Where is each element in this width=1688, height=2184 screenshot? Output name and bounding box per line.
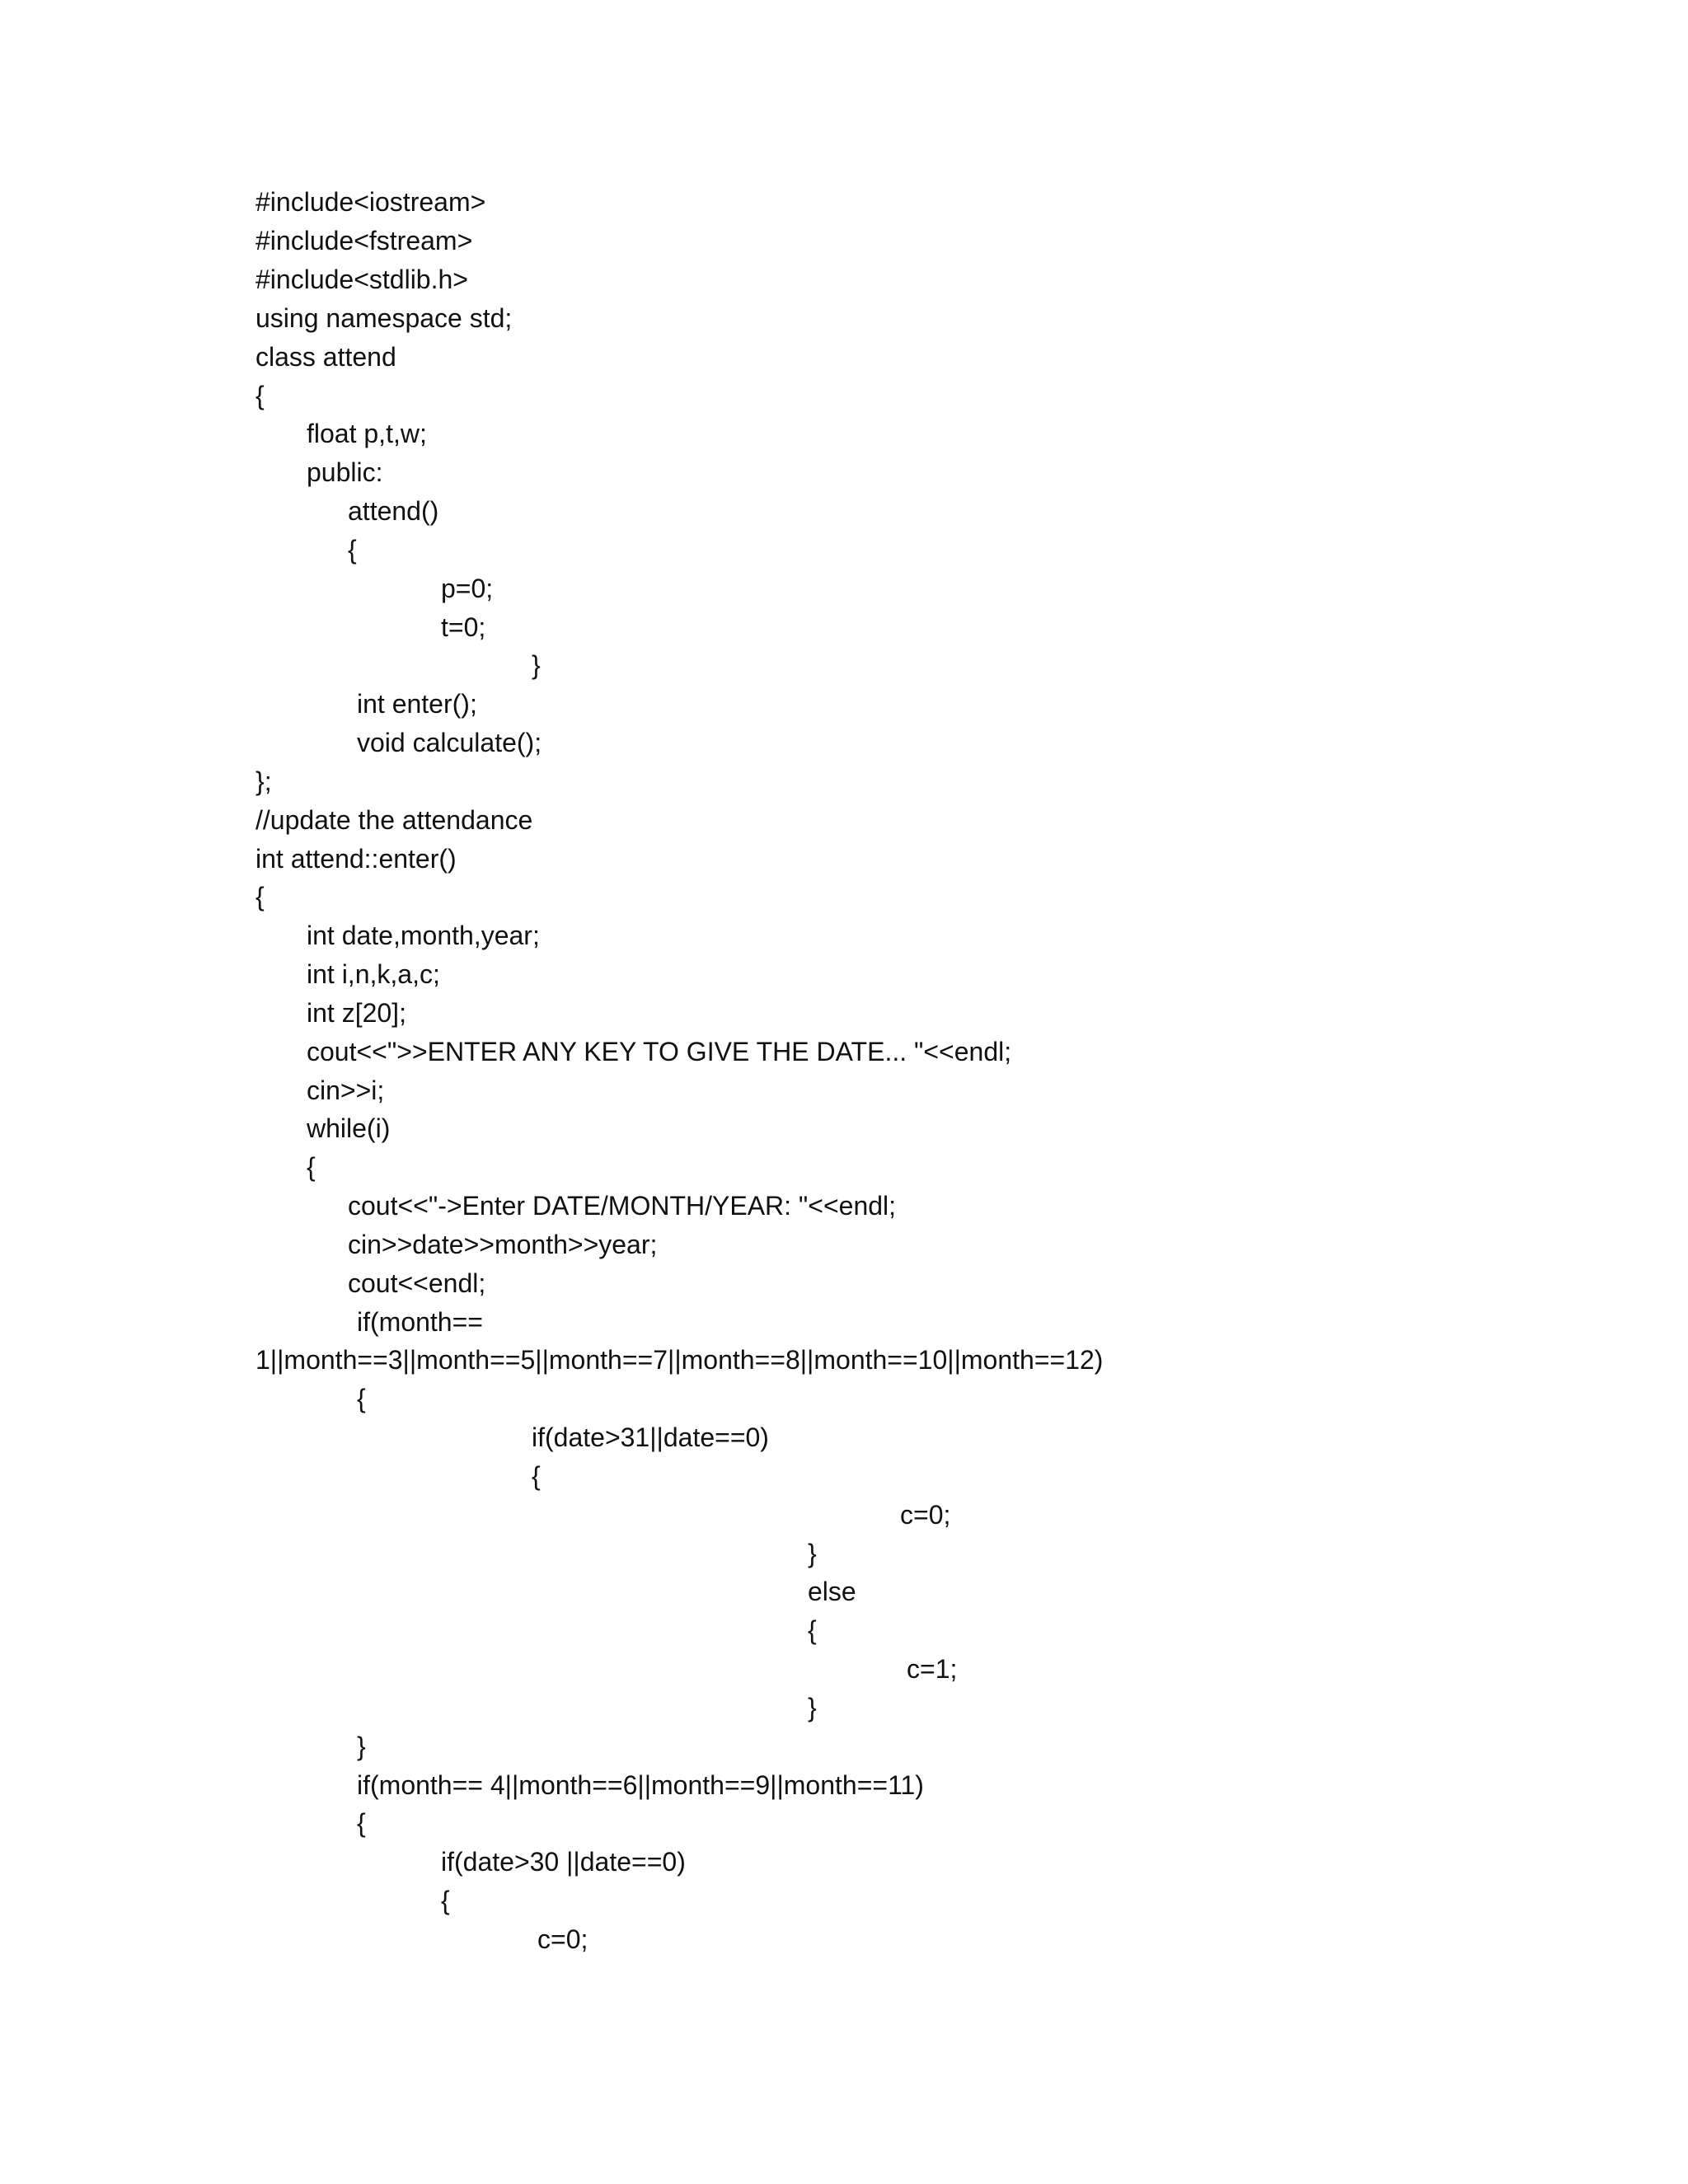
code-line: cout<<">>ENTER ANY KEY TO GIVE THE DATE... "<<endl; bbox=[307, 1037, 1012, 1066]
code-line: if(date>30 ||date==0) bbox=[441, 1847, 686, 1877]
code-line: public: bbox=[307, 457, 383, 487]
code-line: 1||month==3||month==5||month==7||month==8||month==10||month==12) bbox=[256, 1345, 1104, 1375]
code-line: }; bbox=[256, 766, 272, 796]
code-line: else bbox=[808, 1577, 856, 1606]
code-line: int enter(); bbox=[357, 689, 477, 719]
code-line: int date,month,year; bbox=[307, 921, 540, 950]
code-line: void calculate(); bbox=[357, 728, 542, 757]
code-line: if(date>31||date==0) bbox=[532, 1422, 769, 1452]
code-line: #include<stdlib.h> bbox=[256, 265, 468, 294]
code-line: #include<iostream> bbox=[256, 187, 486, 217]
code-line: int attend::enter() bbox=[256, 844, 457, 874]
code-line: } bbox=[532, 650, 541, 680]
code-line: p=0; bbox=[441, 574, 494, 603]
code-line: { bbox=[532, 1461, 541, 1491]
code-line: cout<<endl; bbox=[348, 1268, 486, 1298]
code-line: { bbox=[357, 1384, 366, 1413]
code-line: float p,t,w; bbox=[307, 419, 427, 448]
code-line: cin>>i; bbox=[307, 1076, 385, 1105]
code-line: } bbox=[808, 1693, 817, 1722]
code-line: if(month== 4||month==6||month==9||month==11) bbox=[357, 1770, 924, 1800]
code-line: { bbox=[256, 882, 265, 912]
code-line: { bbox=[348, 535, 357, 565]
code-line: { bbox=[808, 1615, 817, 1645]
code-line: int i,n,k,a,c; bbox=[307, 959, 440, 989]
code-line: cin>>date>>month>>year; bbox=[348, 1230, 658, 1259]
code-line: using namespace std; bbox=[256, 303, 513, 333]
code-line: attend() bbox=[348, 496, 439, 526]
code-line: cout<<"->Enter DATE/MONTH/YEAR: "<<endl; bbox=[348, 1191, 897, 1221]
code-line: } bbox=[808, 1539, 817, 1568]
code-line: t=0; bbox=[441, 612, 486, 642]
code-line: { bbox=[256, 381, 265, 410]
code-line: if(month== bbox=[357, 1307, 483, 1337]
code-line: { bbox=[357, 1808, 366, 1838]
code-line: class attend bbox=[256, 342, 396, 372]
code-line: int z[20]; bbox=[307, 998, 406, 1028]
code-line: { bbox=[307, 1152, 316, 1182]
code-line: c=0; bbox=[537, 1924, 588, 1954]
code-line: #include<fstream> bbox=[256, 226, 473, 255]
code-line: { bbox=[441, 1886, 450, 1915]
code-line: } bbox=[357, 1732, 366, 1761]
code-line: //update the attendance bbox=[256, 805, 533, 835]
code-line: while(i) bbox=[307, 1113, 391, 1143]
code-line: c=0; bbox=[900, 1500, 951, 1530]
code-line: c=1; bbox=[907, 1654, 958, 1684]
